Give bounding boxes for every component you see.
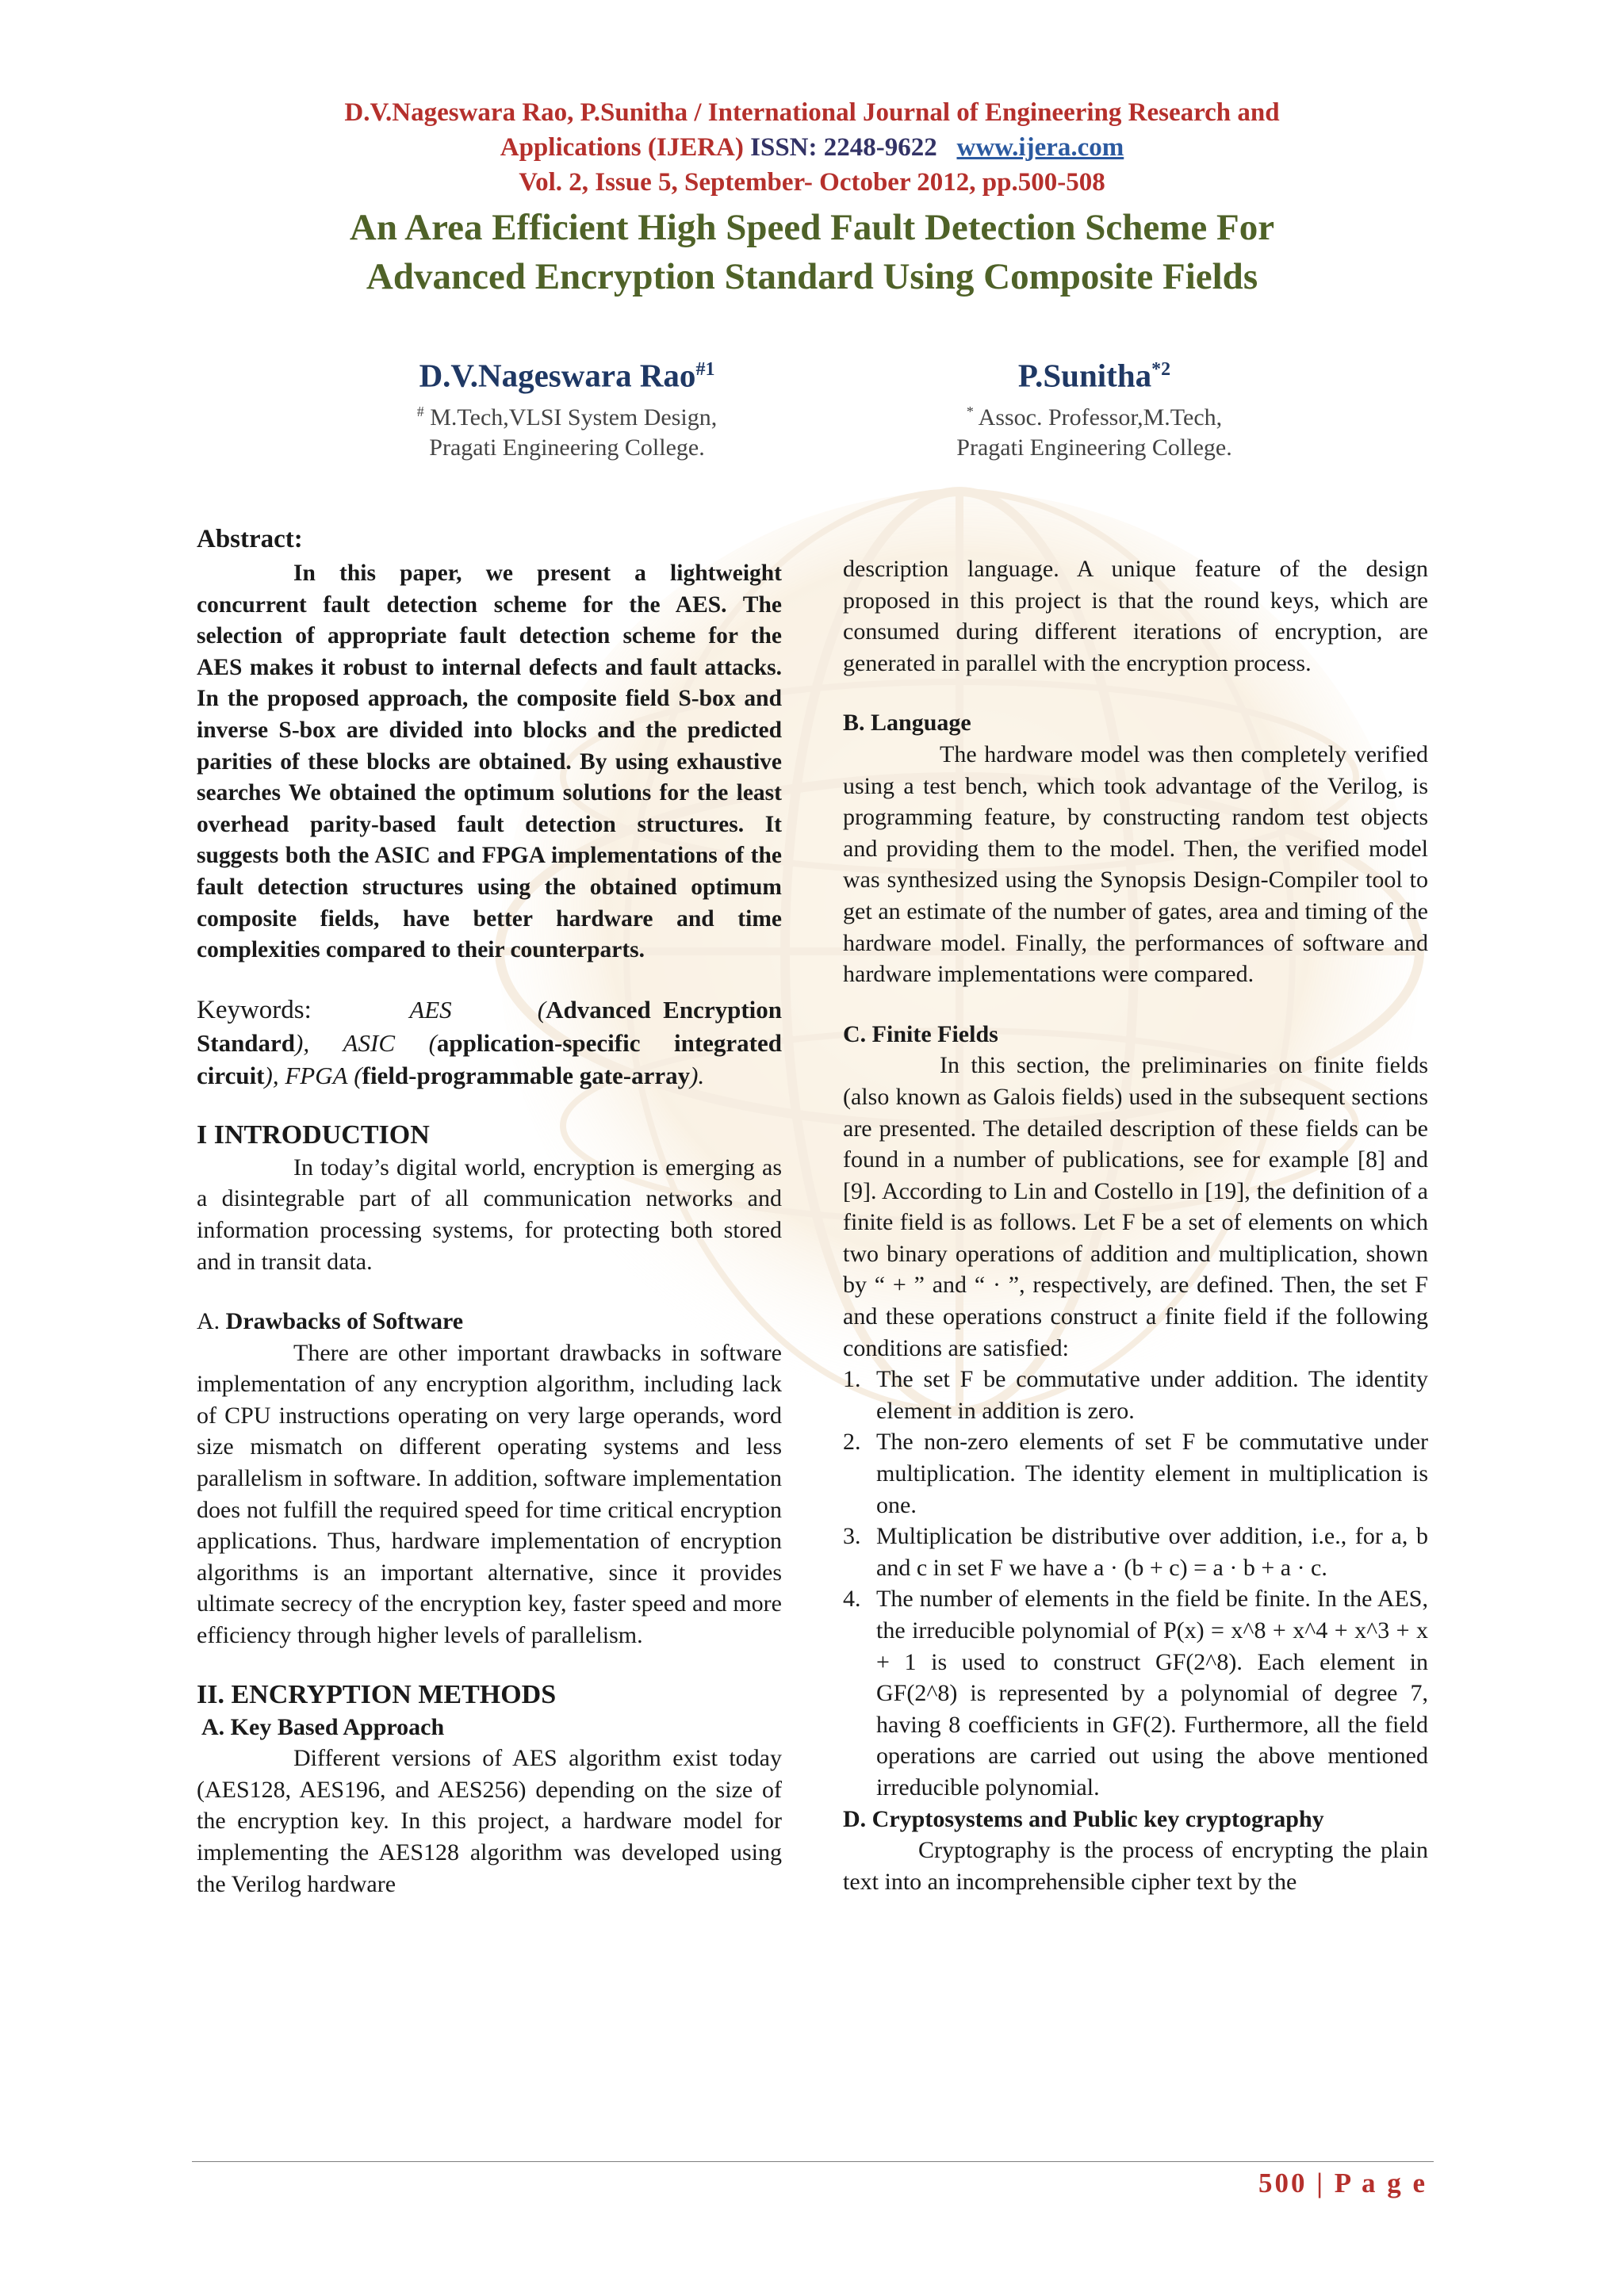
list-item: 1. The set F be commutative under addition. The identity element in addition is zero. <box>843 1366 1428 1424</box>
introduction-text: In today’s digital world, encryption is emerging as a disintegrable part of all communication networks and information processing systems, for protecting both stored and in transit data. <box>197 1154 782 1275</box>
list-item: 3. Multiplication be distributive over addition, i.e., for a, b and c in set F we have a · (b + c) = a · b + a · c. <box>843 1523 1428 1581</box>
list-item: 4. The number of elements in the field be finite. In the AES, the irreducible polynomial of P(x) = x^8 + x^4 + x^3 + x + 1 is used to construct GF(2^8). Each element in GF(2^8) is represented by a polynomial of degree 7, having 8 coefficients in GF(2). Furthermore, all the field operations are carried out using the above mentioned irreducible polynomial. <box>843 1586 1428 1800</box>
section-heading-encryption-methods: II. ENCRYPTION METHODS <box>197 1679 557 1709</box>
author-college-1: Pragati Engineering College. <box>429 434 705 461</box>
paper-title-line2: Advanced Encryption Standard Using Composite Fields <box>366 256 1258 297</box>
language-text: The hardware model was then completely verified using a test bench, which took advantage of the Verilog, is programming feature, by constructing random test objects and providing them to the model. Then, the verified model was synthesized using the Synopsis Design-Compiler tool to get an estimate of the number of gates, area and timing of the hardware model. Finally, the performances of software and hardware implementations were compared. <box>843 740 1428 988</box>
author-name-2: P.Sunitha$^{*2}$ <box>1017 357 1171 394</box>
keywords: Keywords: AES (Advanced Encryption Standard), ASIC (application-specific integrated circuit), FPGA (field-programmable gate-array). <box>197 995 783 1089</box>
keywords-label: Keywords: <box>197 995 312 1024</box>
journal-volume-line: Vol. 2, Issue 5, September- October 2012, pp.500-508 <box>519 168 1105 197</box>
author-name-1: D.V.Nageswara Rao$^{\#1}$ <box>419 357 715 394</box>
journal-issn: ISSN: 2248-9622 <box>750 133 937 162</box>
author-affiliation-1: # M.Tech,VLSI System Design, <box>416 403 718 430</box>
subsection-heading-drawbacks: A. Drawbacks of Software <box>197 1308 464 1335</box>
left-column <box>197 522 782 1900</box>
section-heading-introduction: I INTRODUCTION <box>197 1119 430 1150</box>
drawbacks-text: There are other important drawbacks in software implementation of any encryption algorithm, including lack of CPU instructions operating on very large operands, word size mismatch on different operating systems and less parallelism in software. In addition, software implementation does not fulfill the required speed for time critical encryption applications. Thus, hardware implementation of encryption algorithms is an important alternative, since it provides ultimate secrecy of the encryption key, faster speed and more efficiency through higher levels of parallelism. <box>197 1339 782 1649</box>
conditions-list <box>843 1364 1428 1803</box>
subsection-heading-language: B. Language <box>843 710 971 737</box>
finite-fields-text: In this section, the preliminaries on finite fields (also known as Galois fields) used in the subsequent sections are presented. The detailed description of these fields can be found in a number of publications, see for example [8] and [9]. According to Lin and Costello in [19], the definition of a finite field is as follows. Let F be a set of elements on which two binary operations of addition and multiplication, shown by “ + ” and “ · ”, respectively, are defined. Then, the set F and these operations construct a finite field if the following conditions are satisfied: <box>843 1052 1428 1361</box>
author-college-2: Pragati Engineering College. <box>956 434 1232 461</box>
abstract-text: In this paper, we present a lightweight concurrent fault detection scheme for the AES. The selection of appropriate fault detection scheme for the AES makes it robust to internal defects and fault attacks. In the proposed approach, the composite field S-box and inverse S-box are divided into blocks and the predicted parities of these blocks are obtained. By using exhaustive searches We obtained the optimum solutions for the least overhead parity-based fault detection structures. It suggests both the ASIC and FPGA implementations of the fault detection structures using the obtained optimum composite fields, have better hardware and time complexities compared to their counterparts. <box>197 561 782 963</box>
author-block-2 <box>817 349 1372 463</box>
list-item: 2. The non-zero elements of set F be commutative under multiplication. The identity element in multiplication is one. <box>843 1429 1428 1518</box>
page-number: 500 | P a g e <box>1258 2168 1427 2198</box>
author-block-1 <box>289 349 845 463</box>
subsection-heading-cryptosystems: D. Cryptosystems and Public key cryptography <box>843 1805 1324 1832</box>
right-column <box>843 553 1428 1897</box>
abstract-heading: Abstract: <box>197 525 303 553</box>
author-affiliation-2: * Assoc. Professor,M.Tech, <box>966 403 1223 430</box>
subsection-heading-key-based: A. Key Based Approach <box>201 1713 445 1740</box>
footer-rule <box>192 2161 1434 2162</box>
key-based-text-continued: description language. A unique feature of the design proposed in this project is that the round keys, which are consumed during different iterations of encryption, are generated in parallel with the encryption process. <box>843 556 1428 676</box>
journal-header-line1: D.V.Nageswara Rao, P.Sunitha / International Journal of Engineering Research and <box>344 98 1280 127</box>
cryptosystems-text: Cryptography is the process of encrypting the plain text into an incomprehensible cipher text by the <box>843 1837 1428 1895</box>
journal-url-link[interactable]: www.ijera.com <box>956 133 1124 162</box>
key-based-text: Different versions of AES algorithm exist today (AES128, AES196, and AES256) depending on the size of the encryption key. In this project, a hardware model for implementing the AES128 algorithm was developed using the Verilog hardware <box>197 1745 782 1897</box>
paper-title-line1: An Area Efficient High Speed Fault Detection Scheme For <box>349 207 1275 248</box>
journal-header-line2 <box>0 133 1624 163</box>
subsection-heading-finite-fields: C. Finite Fields <box>843 1020 998 1047</box>
journal-name: Applications (IJERA) <box>500 133 744 162</box>
